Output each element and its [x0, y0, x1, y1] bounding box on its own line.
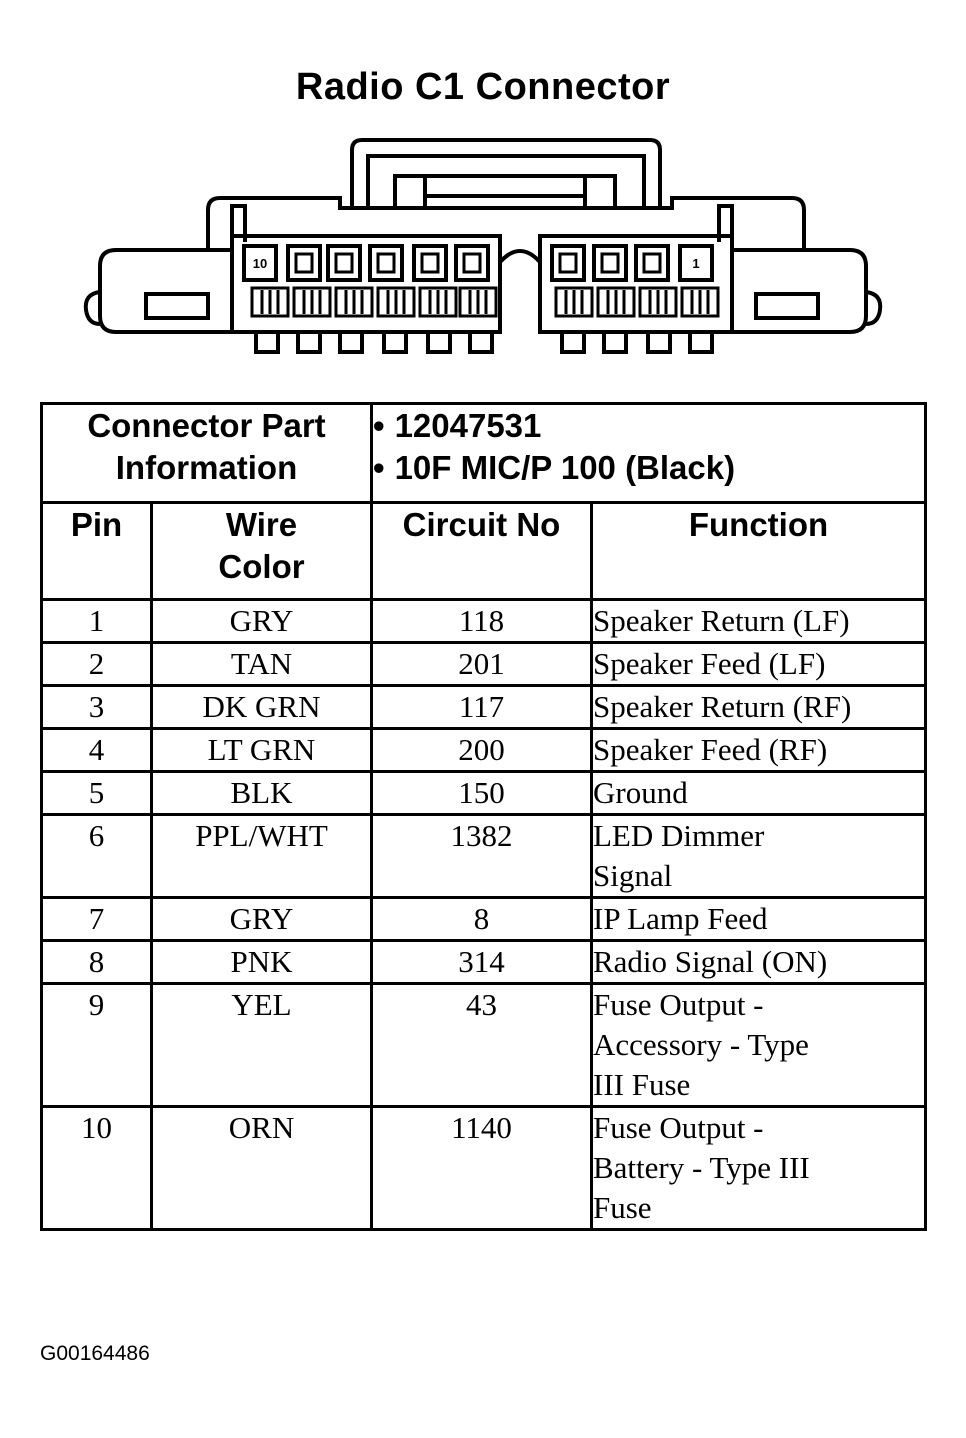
- function-cell: [592, 898, 926, 941]
- function-line: Speaker Feed (LF): [593, 646, 826, 681]
- function-line: Ground: [593, 775, 688, 810]
- circuit-cell: 1140: [372, 1107, 592, 1230]
- table-row: [42, 941, 926, 984]
- connector-diagram: [0, 130, 966, 370]
- wire-color-cell: GRY: [152, 898, 372, 941]
- function-cell: [592, 1107, 926, 1230]
- pin-cell: 1: [42, 600, 152, 643]
- function-cell: [592, 600, 926, 643]
- function-cell: [592, 643, 926, 686]
- wire-color-cell: PPL/WHT: [152, 815, 372, 898]
- pin-cell: 4: [42, 729, 152, 772]
- function-line: LED Dimmer: [593, 818, 765, 853]
- function-cell: [592, 686, 926, 729]
- function-line: Accessory - Type: [593, 1027, 809, 1062]
- circuit-cell: 118: [372, 600, 592, 643]
- pin-cell: 5: [42, 772, 152, 815]
- function-line: Speaker Return (LF): [593, 603, 850, 638]
- function-line: Radio Signal (ON): [593, 944, 828, 979]
- wire-color-cell: PNK: [152, 941, 372, 984]
- connector-latch: [352, 140, 660, 208]
- wire-color-cell: GRY: [152, 600, 372, 643]
- pin-cell: 9: [42, 984, 152, 1107]
- part-info-label-line1: Connector Part: [87, 407, 326, 444]
- top-cavities: [244, 246, 712, 280]
- bottom-slots: [252, 288, 718, 316]
- table-row: [42, 643, 926, 686]
- function-line: III Fuse: [593, 1067, 691, 1102]
- wire-color-cell: BLK: [152, 772, 372, 815]
- function-cell: [592, 772, 926, 815]
- wire-color-cell: DK GRN: [152, 686, 372, 729]
- header-circuit-no: Circuit No: [372, 503, 592, 600]
- function-line: Battery - Type III: [593, 1150, 810, 1185]
- header-wire-color: [152, 503, 372, 600]
- column-header-row: [42, 503, 926, 600]
- part-number: • 12047531: [373, 405, 924, 447]
- part-info-values: [372, 404, 926, 503]
- table-row: [42, 729, 926, 772]
- part-info-label: [42, 404, 372, 503]
- function-line: Fuse: [593, 1190, 652, 1225]
- wire-color-cell: LT GRN: [152, 729, 372, 772]
- part-info-row: [42, 404, 926, 503]
- header-pin: Pin: [42, 503, 152, 600]
- circuit-cell: 314: [372, 941, 592, 984]
- pin-cell: 6: [42, 815, 152, 898]
- circuit-cell: 1382: [372, 815, 592, 898]
- function-line: Fuse Output -: [593, 987, 764, 1022]
- pin-cell: 2: [42, 643, 152, 686]
- pin-1-label: 1: [692, 256, 700, 271]
- function-cell: [592, 729, 926, 772]
- pin-cell: 3: [42, 686, 152, 729]
- header-wire-line1: Wire: [225, 506, 298, 543]
- pin-cell: 8: [42, 941, 152, 984]
- table-row: [42, 984, 926, 1107]
- table-row: [42, 686, 926, 729]
- wire-color-cell: YEL: [152, 984, 372, 1107]
- function-line: Fuse Output -: [593, 1110, 764, 1145]
- table-row: [42, 772, 926, 815]
- circuit-cell: 150: [372, 772, 592, 815]
- header-wire-line2: Color: [218, 548, 305, 585]
- connector-table: [40, 402, 927, 1231]
- diagram-title: Radio C1 Connector: [295, 66, 671, 108]
- table-row: [42, 898, 926, 941]
- table-row: [42, 600, 926, 643]
- function-line: Speaker Return (RF): [593, 689, 852, 724]
- function-cell: [592, 941, 926, 984]
- function-line: Signal: [593, 858, 673, 893]
- table-row: [42, 815, 926, 898]
- circuit-cell: 117: [372, 686, 592, 729]
- table-body: [42, 600, 926, 1230]
- part-info-label-line2: Information: [115, 449, 298, 486]
- connector-type: • 10F MIC/P 100 (Black): [373, 447, 924, 489]
- pin-cell: 7: [42, 898, 152, 941]
- bottom-tabs: [256, 332, 712, 352]
- pin-cell: 10: [42, 1107, 152, 1230]
- wire-color-cell: TAN: [152, 643, 372, 686]
- wire-color-cell: ORN: [152, 1107, 372, 1230]
- circuit-cell: 8: [372, 898, 592, 941]
- pin-10-label: 10: [252, 256, 268, 271]
- circuit-cell: 200: [372, 729, 592, 772]
- table-row: [42, 1107, 926, 1230]
- function-line: Speaker Feed (RF): [593, 732, 828, 767]
- connector-housing: [86, 198, 880, 332]
- function-line: IP Lamp Feed: [593, 901, 768, 936]
- header-function: Function: [592, 503, 926, 600]
- function-cell: [592, 815, 926, 898]
- circuit-cell: 43: [372, 984, 592, 1107]
- function-cell: [592, 984, 926, 1107]
- figure-id: G00164486: [40, 1342, 150, 1365]
- circuit-cell: 201: [372, 643, 592, 686]
